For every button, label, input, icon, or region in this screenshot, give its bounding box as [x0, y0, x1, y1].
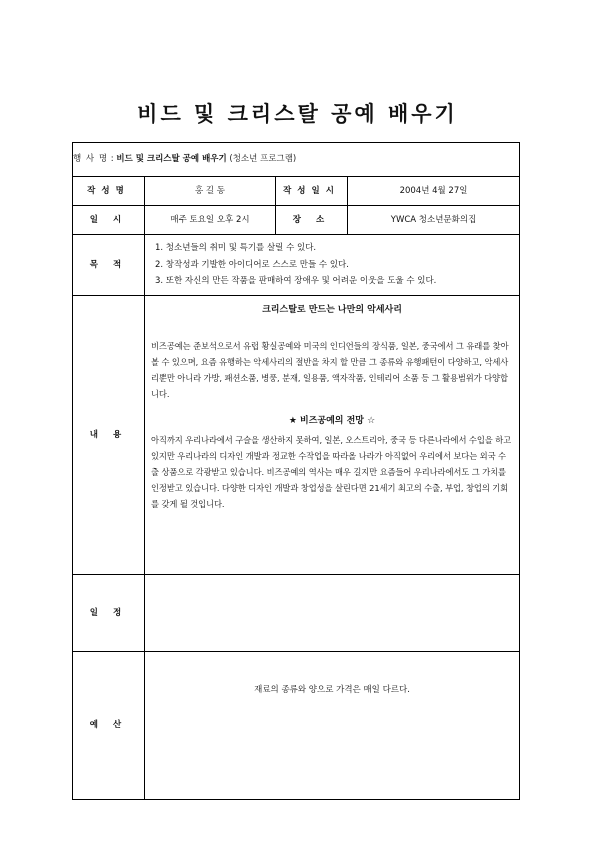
event-name-note: (청소년 프로그램): [226, 154, 297, 165]
purpose-label: 목 적: [73, 235, 145, 296]
content-row: [73, 296, 520, 575]
schedule-row: [73, 575, 520, 652]
content-heading: 크리스탈로 만드는 나만의 악세사리: [262, 305, 402, 315]
budget-row: [73, 652, 520, 800]
content-paragraph: 비즈공예는 준보석으로서 유럽 황실공예와 미국의 인디언들의 장식품, 일본, 중국에서 그 유래를 찾아볼 수 있으며, 요즘 유행하는 악세사리의 절반을 차지 할 만큼 그 종류와 유행패턴이 다양하고, 악세사리뿐만 아니라 가방, 패션소품, 병풍, 분재, 일용품, 액자작품, 인테리어 소품 등 그 활용범위가 다양합니다.: [151, 341, 509, 400]
time-value: 매주 토요일 오후 2시: [145, 206, 276, 235]
content-subheading: ★ 비즈공예의 전망 ☆: [288, 416, 376, 427]
writer-label: 작성명: [73, 177, 145, 206]
purpose-item: 1. 청소년들의 취미 및 특기를 살릴 수 있다.: [155, 243, 317, 254]
event-name-cell: [73, 143, 520, 177]
budget-value: 재료의 종류와 양으로 가격은 매일 다르다.: [145, 652, 520, 800]
written-date-value: 2004년 4월 27일: [348, 177, 520, 206]
purpose-list: [145, 240, 519, 290]
event-name-value: 비드 및 크리스탈 공예 배우기: [116, 154, 227, 165]
schedule-label: 일 정: [73, 575, 145, 652]
purpose-item: 3. 또한 자신의 만든 작품을 판매하여 장애우 및 어려운 이웃을 도울 수 있다.: [155, 276, 437, 287]
written-date-label: 작성일시: [276, 177, 348, 206]
purpose-cell: [145, 235, 520, 296]
content-label: 내 용: [73, 296, 145, 575]
event-name-row: [73, 143, 520, 177]
event-name-colon: :: [108, 154, 117, 165]
content-cell: [145, 296, 520, 575]
purpose-item: 2. 창작성과 기발한 아이디어로 스스로 만들 수 있다.: [155, 259, 349, 270]
schedule-value: [145, 575, 520, 652]
purpose-row: [73, 235, 520, 296]
document-title: 비드 및 크리스탈 공예 배우기: [137, 102, 458, 126]
budget-label: 예 산: [73, 652, 145, 800]
event-name-label: 행 사 명: [73, 154, 109, 165]
content-paragraph-outlook: 아직까지 우리나라에서 구슬을 생산하지 못하여, 일본, 오스트리아, 중국 등 다른나라에서 수입을 하고 있지만 우리나라의 디자인 개발과 정교한 수작업을 따라올 나라가 아직없어 우리에서 보다는 외국 수출 상품으로 각광받고 있습니다. 비즈공예의 역사는 매우 길지만 요즘들어 우리나라에서도 그 가치를 인정받고 있습니다. 다양한 디자인 개발과 창업성을 살린다면 21세기 최고의 수출, 부업, 창업의 기회를 갖게 될 것입니다.: [151, 434, 512, 509]
place-value: YWCA 청소년문화의집: [348, 206, 520, 235]
time-label: 일 시: [73, 206, 145, 235]
event-form-table: [72, 142, 520, 800]
place-label: 장 소: [276, 206, 348, 235]
writer-row: [73, 177, 520, 206]
time-place-row: [73, 206, 520, 235]
writer-value: 홍 길 동: [145, 177, 276, 206]
